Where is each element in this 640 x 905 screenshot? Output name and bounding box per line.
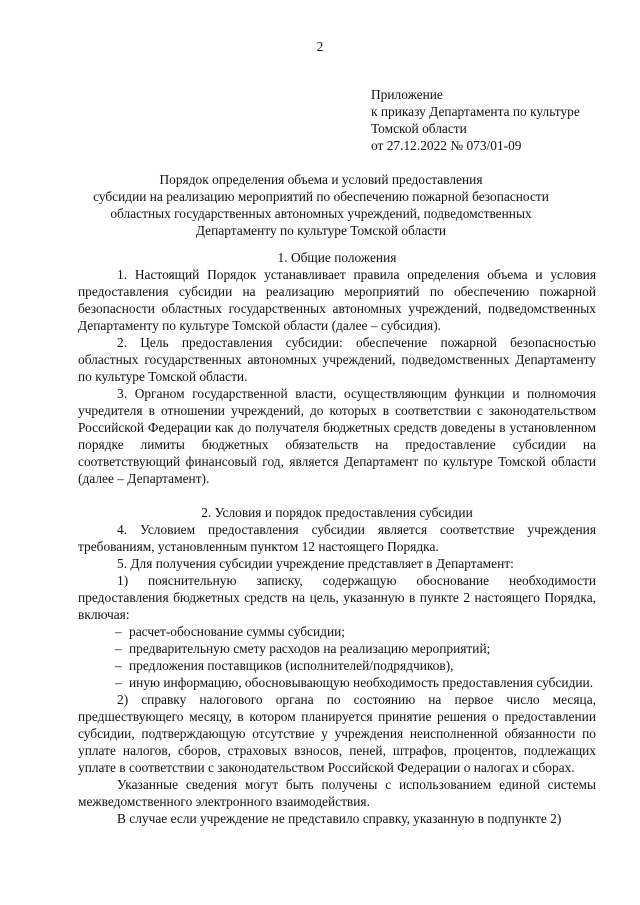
bullet-item — [78, 674, 596, 691]
subitem-1: 1) пояснительную записку, содержащую обоснование необходимости предоставления бюджетных средств на цель, указанную в пункте 2 настоящего Порядка, включая: — [78, 573, 596, 622]
section-1-heading: 1. Общие положения — [277, 250, 397, 265]
paragraph-4: 4. Условием предоставления субсидии является соответствие учреждения требованиям, установленным пунктом 12 настоящего Порядка. — [78, 522, 596, 554]
page-number: 2 — [316, 39, 324, 54]
paragraph-info: Указанные сведения могут быть получены с использованием единой системы межведомственного электронного взаимодействия. — [78, 777, 596, 809]
document-title — [60, 171, 582, 239]
annex-line-2: к приказу Департамента по культуре — [371, 104, 580, 119]
title-line-2: субсидии на реализацию мероприятий по обеспечению пожарной безопасности — [93, 189, 549, 204]
bullet-dash: – — [115, 658, 122, 673]
annex-line-1: Приложение — [371, 87, 443, 102]
bullet-text: предложения поставщиков (исполнителей/подрядчиков), — [129, 658, 454, 673]
bullet-text: предварительную смету расходов на реализацию мероприятий; — [129, 641, 491, 656]
bullet-dash: – — [115, 675, 122, 690]
paragraph-last: В случае если учреждение не представило справку, указанную в подпункте 2) — [117, 811, 562, 826]
document-body — [78, 249, 596, 827]
title-line-3: областных государственных автономных учреждений, подведомственных — [110, 206, 532, 221]
bullet-item — [78, 623, 596, 640]
annex-line-4: от 27.12.2022 № 073/01-09 — [371, 138, 522, 153]
bullet-dash: – — [115, 641, 122, 656]
bullet-text: иную информацию, обосновывающую необходимость предоставления субсидии. — [129, 675, 594, 690]
bullet-dash: – — [115, 624, 122, 639]
paragraph-1: 1. Настоящий Порядок устанавливает правила определения объема и условия предоставления субсидии на реализацию мероприятий по обеспечению пожарной безопасности областных государственных автономных учреждений, подведомственных Департаменту по культуре Томской области (далее – субсидия). — [78, 267, 596, 333]
title-line-1: Порядок определения объема и условий предоставления — [159, 172, 483, 187]
paragraph-5: 5. Для получения субсидии учреждение представляет в Департамент: — [117, 556, 514, 571]
annex-block — [371, 86, 631, 154]
paragraph-3: 3. Органом государственной власти, осуществляющим функции и полномочия учредителя в отношении учреждений, до которых в соответствии с законодательством Российской Федерации как до получателя бюджетных средств доведены в установленном порядке лимиты бюджетных обязательств на предоставление субсидии на соответствующий финансовый год, является Департамент по культуре Томской области (далее – Департамент). — [78, 386, 596, 486]
paragraph-2: 2. Цель предоставления субсидии: обеспечение пожарной безопасностью областных государственных автономных учреждений, подведомственных Департаменту по культуре Томской области. — [78, 335, 596, 384]
annex-line-3: Томской области — [371, 121, 467, 136]
bullet-item — [78, 640, 596, 657]
section-2-heading: 2. Условия и порядок предоставления субсидии — [201, 505, 473, 520]
subitem-2: 2) справку налогового органа по состоянию на первое число месяца, предшествующего месяцу, в котором планируется принятие решения о предоставлении субсидии, подтверждающую отсутствие у учреждения неисполненной обязанности по уплате налогов, сборов, страховых взносов, пеней, штрафов, процентов, подлежащих уплате в соответствии с законодательством Российской Федерации о налогах и сборах. — [78, 692, 596, 775]
bullet-item — [78, 657, 596, 674]
title-line-4: Департаменту по культуре Томской области — [195, 223, 447, 238]
bullet-text: расчет-обоснование суммы субсидии; — [129, 624, 346, 639]
